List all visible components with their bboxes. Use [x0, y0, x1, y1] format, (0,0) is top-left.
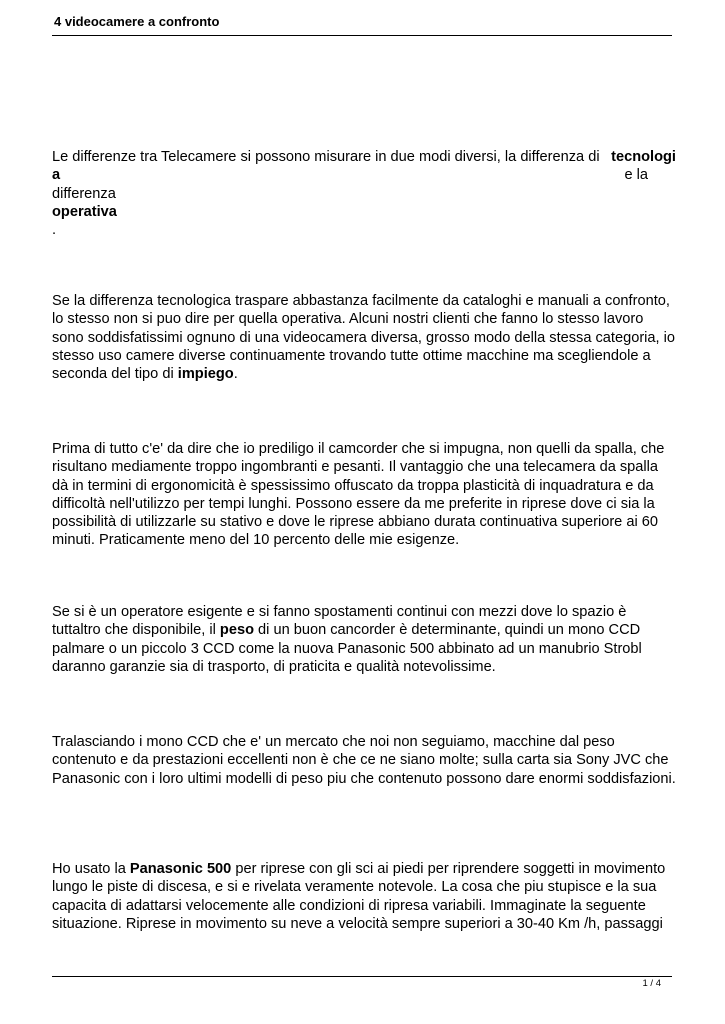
footer-divider [52, 976, 672, 977]
intro-line-2 [52, 166, 676, 184]
header-divider [52, 35, 672, 36]
page-number: 1 / 4 [642, 978, 661, 989]
intro-paragraph [52, 148, 676, 239]
p6-text-after: per riprese con gli sci ai piedi per riprendere soggetti in movimento lungo le piste di discesa, e si e rivelata veramente notevole. La cosa che piu stupisce e la sua capacita di adattarsi velocemente alle condizioni di ripresa variabili. Immaginate la seguente situazione. Riprese in movimento su neve a velocità sempre superiori a 30-40 Km /h, passaggi [52, 861, 666, 932]
document-title: 4 videocamere a confronto [54, 14, 220, 29]
intro-line-1 [52, 148, 676, 166]
p4-text-before: Se si è un operatore esigente e si fanno spostamenti continui con mezzi dove lo spazio è tuttaltro che disponibile, il [52, 604, 627, 639]
paragraph-peso [52, 603, 676, 676]
p6-text-before: Ho usato la [52, 861, 130, 877]
intro-text: Le differenze tra Telecamere si possono misurare in due modi diversi, la differenza di [52, 149, 600, 165]
bold-panasonic-500: Panasonic 500 [129, 861, 232, 877]
p4-text-after: di un buon cancorder è determinante, quindi un mono CCD palmare o un piccolo 3 CCD come la nuova Panasonic 500 abbinato ad un manubrio Strobl daranno garanzie sia di trasporto, di praticita e qualità notevolissime. [52, 622, 642, 675]
bold-peso: peso [219, 622, 254, 639]
intro-line-3: differenza [52, 185, 116, 202]
paragraph-mono-ccd: Tralasciando i mono CCD che e' un mercato che noi non seguiamo, macchine dal peso contenuto e da prestazioni eccellenti non è che ce ne siano molte; sulla carta sia Sony JVC che Panasonic con i loro ultimi modelli di peso piu che contenuto possono dare enormi soddisfazioni. [52, 734, 676, 787]
paragraph-camcorder: Prima di tutto c'e' da dire che io prediligo il camcorder che si impugna, non quelli da spalla, che risultano mediamente troppo ingombranti e pesanti. Il vantaggio che una telecamera da spalla dà in termini di ergonomicità è spessissimo offuscato da troppa plasticità di inquadratura e da difficoltà nell'utilizzo per tempi lunghi. Possono essere da me preferite in riprese dove ci sia la possibilità di utilizzarle su stativo e dove le riprese abbiano durata continuativa superiore ai 60 minuti. Praticamente meno del 10 percento delle mie esigenze. [52, 441, 665, 549]
bold-tecnologia-part2: a [52, 167, 61, 184]
intro-mid-text: e la [624, 167, 648, 184]
p2-text: Se la differenza tecnologica traspare abbastanza facilmente da cataloghi e manuali a confronto, lo stesso non si puo dire per quella operativa. Alcuni nostri clienti che fanno lo stesso lavoro sono soddisfatissimi ognuno di una videocamera diversa, grosso modo della stessa categoria, io stesso uso camere diverse continuamente trovando tutte ottime macchine ma scegliendole a seconda del tipo di [52, 293, 676, 383]
intro-end: . [52, 222, 57, 239]
p2-end: . [233, 366, 238, 383]
paragraph-differenza-tecnologica [52, 292, 676, 383]
bold-tecnologia-part1: tecnologi [611, 149, 676, 165]
bold-operativa: operativa [52, 203, 117, 220]
bold-impiego: impiego [177, 366, 234, 383]
paragraph-panasonic-500 [52, 860, 676, 933]
